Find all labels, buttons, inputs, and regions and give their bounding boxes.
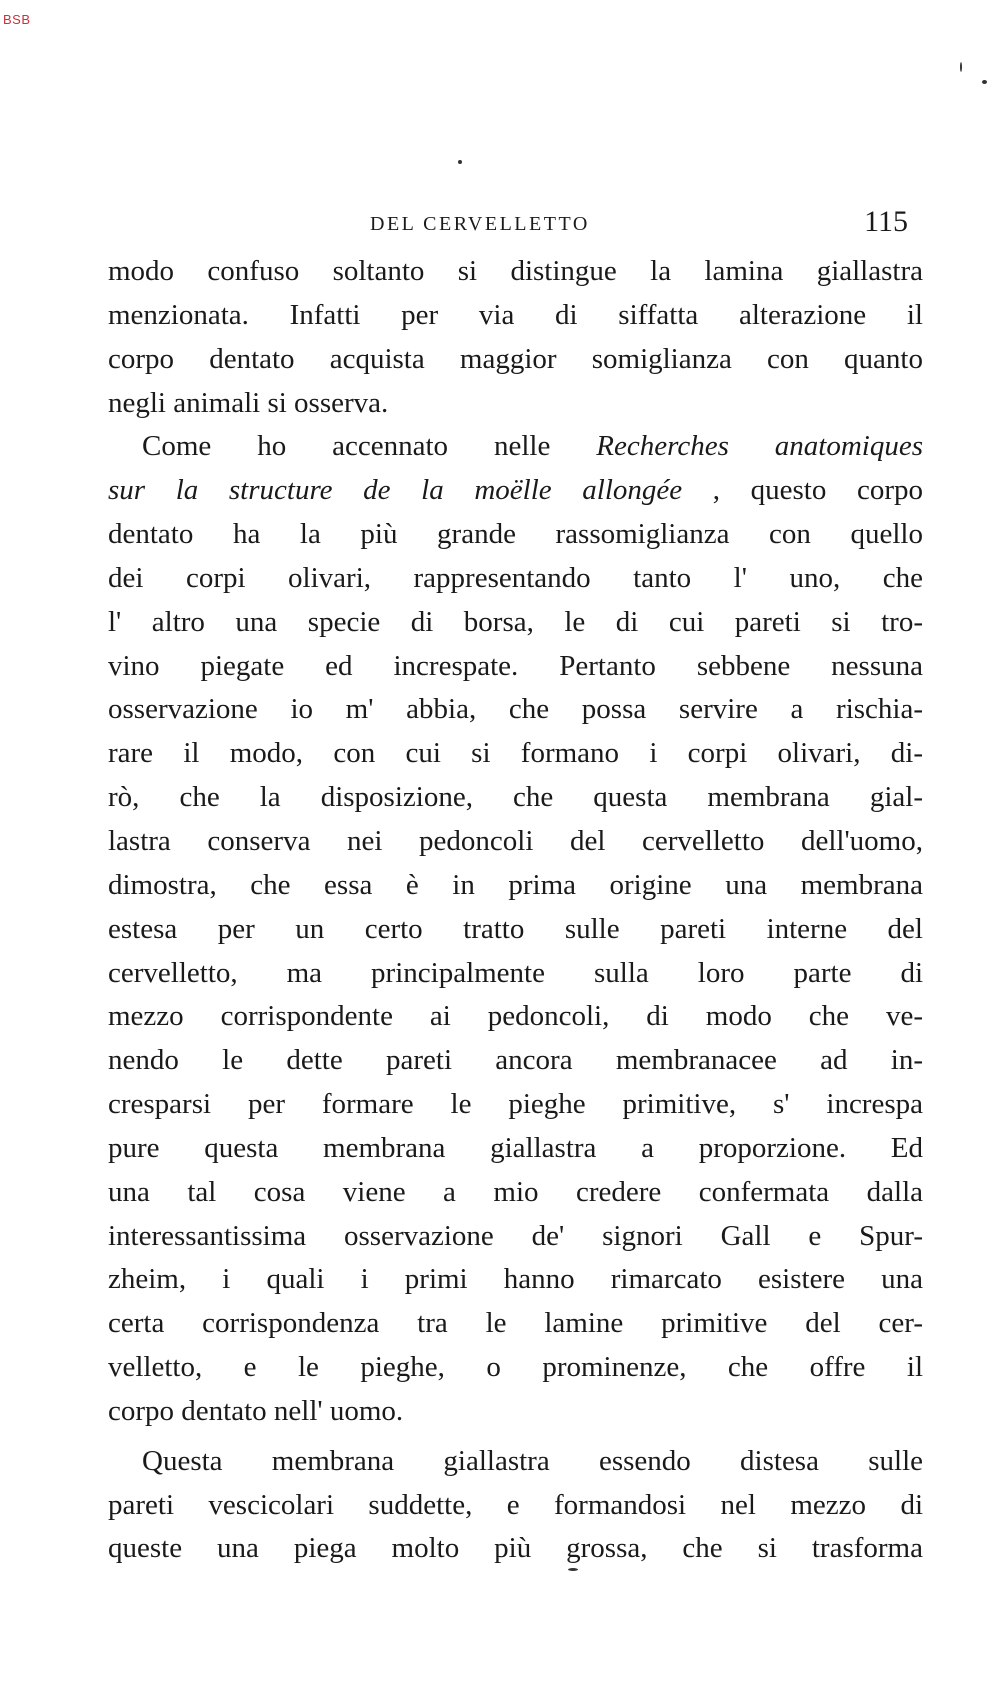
margin-speck [960,62,962,72]
running-title: DEL CERVELLETTO [370,213,590,235]
text-line: corpo dentato nell' uomo. [108,1394,404,1427]
text-line: menzionata. Infatti per via di siffatta alterazione il [108,298,923,331]
paragraph-3 [108,1440,923,1572]
library-stamp: BSB [3,12,31,27]
text-line: certa corrispondenza tra le lamine primitive del cer- [108,1307,923,1340]
text-line: estesa per un certo tratto sulle pareti interne del [108,912,923,945]
text-line: zheim, i quali i primi hanno rimarcato esistere una [108,1263,923,1296]
text-line: corpo dentato acquista maggior somiglianza con quanto [108,342,923,375]
paragraph-2 [108,425,923,1433]
text-line: dentato ha la più grande rassomiglianza con quello [108,518,923,551]
text-line [108,425,923,469]
margin-speck [458,160,462,164]
text-line: modo confuso soltanto si distingue la lamina giallastra [108,255,923,287]
text-line: l' altro una specie di borsa, le di cui pareti si tro- [108,605,923,638]
text-line [108,469,923,513]
text-line-suffix: , questo corpo [712,474,924,507]
text-line: pareti vescicolari suddette, e formandosi nel mezzo di [108,1488,923,1521]
body-text [108,250,923,1571]
text-line: mezzo corrispondente ai pedoncoli, di modo che ve- [108,1000,923,1033]
margin-speck [982,80,987,84]
page-header [108,205,908,245]
text-line: dei corpi olivari, rappresentando tanto l' uno, che [108,561,923,594]
italic-title: Recherches anatomiques [596,430,923,463]
text-line: dimostra, che essa è in prima origine una membrana [108,868,923,901]
text-line: Questa membrana giallastra essendo distesa sulle [142,1444,923,1477]
paragraph-1 [108,250,923,425]
page-number: 115 [864,205,908,238]
text-line: velletto, e le pieghe, o prominenze, che offre il [108,1351,923,1384]
text-line: vino piegate ed increspate. Pertanto sebbene nessuna [108,649,923,682]
text-line: rare il modo, con cui si formano i corpi olivari, di- [108,737,923,770]
text-line: nendo le dette pareti ancora membranacee ad in- [108,1044,923,1077]
italic-title: sur la structure de la moëlle allongée [108,474,683,507]
text-line: osservazione io m' abbia, che possa servire a rischia- [108,693,923,726]
text-line: queste una piega molto più grossa, che si trasforma [108,1532,923,1565]
text-line: cresparsi per formare le pieghe primitive, s' increspa [108,1088,923,1121]
text-line-prefix: Come ho accennato nelle [142,430,597,463]
text-line: interessantissima osservazione de' signori Gall e Spur- [108,1219,923,1252]
text-line: pure questa membrana giallastra a proporzione. Ed [108,1131,923,1164]
text-line: negli animali si osserva. [108,386,389,419]
text-line: una tal cosa viene a mio credere confermata dalla [108,1175,923,1208]
text-line: rò, che la disposizione, che questa membrana gial- [108,781,923,814]
text-line: lastra conserva nei pedoncoli del cervelletto dell'uomo, [108,824,923,857]
text-line: cervelletto, ma principalmente sulla loro parte di [108,956,923,989]
